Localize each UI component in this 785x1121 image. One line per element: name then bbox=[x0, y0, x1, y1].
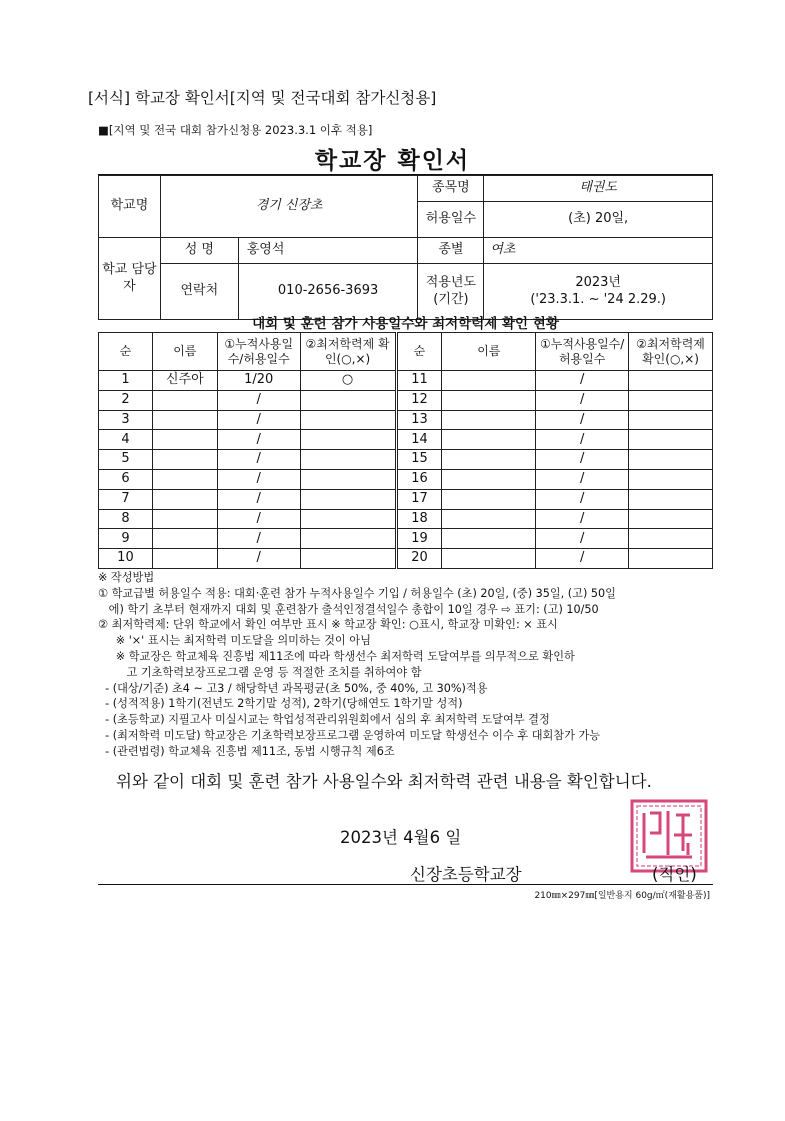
table-row bbox=[99, 469, 713, 489]
year-label: 적용년도 (기간) bbox=[418, 264, 484, 320]
row-check-right bbox=[629, 469, 713, 489]
seal-label: (직인) bbox=[652, 865, 697, 884]
row-name-right bbox=[442, 549, 536, 569]
staff-label: 학교 담당자 bbox=[99, 238, 161, 320]
row-name-right bbox=[442, 509, 536, 529]
row-name bbox=[152, 509, 217, 529]
row-days-right: / bbox=[536, 529, 629, 549]
row-no: 2 bbox=[99, 390, 153, 410]
row-name-right bbox=[442, 410, 536, 430]
row-check-right bbox=[629, 529, 713, 549]
note-line: - (대상/기준) 초4 ~ 고3 / 해당학년 과목평균(초 50%, 중 40%, 고 30%)적용 bbox=[98, 681, 488, 695]
form-label bbox=[88, 86, 436, 108]
note-line: - (최저학력 미도달) 학교장은 기초학력보장프로그램 운영하여 미도달 학생선수 이수 후 대회참가 가능 bbox=[98, 728, 601, 742]
row-name-right bbox=[442, 430, 536, 450]
row-no-right: 18 bbox=[396, 509, 442, 529]
school-value: 경기 신장초 bbox=[160, 176, 418, 238]
row-days: / bbox=[217, 410, 300, 430]
row-check bbox=[300, 509, 396, 529]
row-no: 5 bbox=[99, 450, 153, 470]
sport-label: 종목명 bbox=[418, 176, 484, 202]
row-check bbox=[300, 549, 396, 569]
row-check-right bbox=[629, 509, 713, 529]
note-line: ② 최저학력제: 단위 학교에서 확인 여부만 표시 ※ 학교장 확인: ○표시, 학교장 미확인: × 표시 bbox=[98, 618, 558, 632]
signer: 신장초등학교장 bbox=[410, 865, 522, 884]
row-name bbox=[152, 489, 217, 509]
row-name: 신주아 bbox=[152, 371, 217, 391]
row-no-right: 14 bbox=[396, 430, 442, 450]
row-no: 10 bbox=[99, 549, 153, 569]
row-days: 1/20 bbox=[217, 371, 300, 391]
row-days-right: / bbox=[536, 371, 629, 391]
row-no: 6 bbox=[99, 469, 153, 489]
col-no-right: 순 bbox=[396, 333, 442, 371]
row-no: 3 bbox=[99, 410, 153, 430]
row-check: ○ bbox=[300, 371, 396, 391]
row-days-right: / bbox=[536, 509, 629, 529]
row-check-right bbox=[629, 430, 713, 450]
table-row bbox=[99, 430, 713, 450]
row-name bbox=[152, 410, 217, 430]
row-check bbox=[300, 430, 396, 450]
confirm-text: 위와 같이 대회 및 훈련 참가 사용일수와 최저학력 관련 내용을 확인합니다. bbox=[116, 772, 652, 791]
row-no-right: 20 bbox=[396, 549, 442, 569]
row-check bbox=[300, 410, 396, 430]
table-row bbox=[99, 509, 713, 529]
note-line: - (성적적용) 1학기(전년도 2학기말 성적), 2학기(당해연도 1학기말 성적) bbox=[98, 697, 463, 711]
gender-label: 종별 bbox=[418, 238, 484, 264]
row-no-right: 13 bbox=[396, 410, 442, 430]
note-line: ※ 학교장은 학교체육 진흥법 제11조에 따라 학생선수 최저학력 도달여부를 의무적으로 확인하 bbox=[98, 649, 575, 663]
allowed-value: (초) 20일, bbox=[484, 202, 713, 238]
row-check bbox=[300, 450, 396, 470]
row-days-right: / bbox=[536, 430, 629, 450]
subheader: ■[지역 및 전국 대회 참가신청용 2023.3.1 이후 적용] bbox=[98, 123, 373, 137]
table-row bbox=[99, 410, 713, 430]
row-name-right bbox=[442, 390, 536, 410]
contact-value: 010-2656-3693 bbox=[238, 264, 418, 320]
row-name bbox=[152, 529, 217, 549]
paper-spec: 210㎜×297㎜[일반용지 60g/㎡(재활용품)] bbox=[534, 891, 710, 901]
table-row bbox=[99, 529, 713, 549]
row-name-right bbox=[442, 529, 536, 549]
note-line: ① 학교급별 허용일수 적용: 대회·훈련 참가 누적사용일수 기입 / 허용일수 (초) 20일, (중) 35일, (고) 50일 bbox=[98, 586, 616, 600]
row-no: 7 bbox=[99, 489, 153, 509]
row-no-right: 11 bbox=[396, 371, 442, 391]
form-title: 학교장 확인서[지역 및 전국대회 참가신청용] bbox=[130, 89, 437, 107]
table-row bbox=[99, 390, 713, 410]
divider bbox=[98, 884, 713, 885]
school-label: 학교명 bbox=[99, 176, 161, 238]
row-days-right: / bbox=[536, 390, 629, 410]
row-days-right: / bbox=[536, 410, 629, 430]
status-table bbox=[98, 332, 713, 569]
period-value: ('23.3.1. ~ '24 2.29.) bbox=[530, 291, 666, 307]
note-line: - (초등학교) 지필고사 미실시교는 학업성적관리위원회에서 심의 후 최저학력 도달여부 결정 bbox=[98, 713, 550, 727]
sport-value: 태권도 bbox=[484, 176, 713, 202]
row-check bbox=[300, 489, 396, 509]
table-row bbox=[99, 549, 713, 569]
allowed-label: 허용일수 bbox=[418, 202, 484, 238]
row-no: 8 bbox=[99, 509, 153, 529]
row-check-right bbox=[629, 371, 713, 391]
contact-label: 연락처 bbox=[160, 264, 238, 320]
gender-value: 여초 bbox=[484, 238, 713, 264]
row-days: / bbox=[217, 509, 300, 529]
note-line: 에) 학기 초부터 현재까지 대회 및 훈련참가 출석인정결석일수 총합이 10일 경우 ⇨ 표기: (고) 10/50 bbox=[98, 602, 599, 616]
row-days: / bbox=[217, 430, 300, 450]
notes bbox=[98, 570, 718, 760]
info-table bbox=[98, 175, 713, 320]
row-no: 4 bbox=[99, 430, 153, 450]
col-name: 이름 bbox=[152, 333, 217, 371]
row-name bbox=[152, 469, 217, 489]
note-line: - (관련법령) 학교체육 진흥법 제11조, 동법 시행규칙 제6조 bbox=[98, 744, 395, 758]
row-no-right: 15 bbox=[396, 450, 442, 470]
table-row bbox=[99, 450, 713, 470]
row-no-right: 12 bbox=[396, 390, 442, 410]
row-days: / bbox=[217, 489, 300, 509]
col-days-right: ①누적사용일수/허용일수 bbox=[536, 333, 629, 371]
note-line: ※ 작성방법 bbox=[98, 571, 155, 584]
row-days: / bbox=[217, 390, 300, 410]
row-days-right: / bbox=[536, 469, 629, 489]
note-line: 고 기초학력보장프로그램 운영 등 적절한 조치를 취하여야 함 bbox=[98, 665, 422, 679]
row-name-right bbox=[442, 489, 536, 509]
col-name-right: 이름 bbox=[442, 333, 536, 371]
row-days: / bbox=[217, 450, 300, 470]
form-bracket: [서식] bbox=[88, 89, 131, 107]
col-check: ②최저학력제 확인(○,×) bbox=[300, 333, 396, 371]
page-title: 학교장 확인서 bbox=[314, 148, 471, 174]
row-no-right: 17 bbox=[396, 489, 442, 509]
row-check bbox=[300, 390, 396, 410]
col-days: ①누적사용일수/허용일수 bbox=[217, 333, 300, 371]
row-name bbox=[152, 390, 217, 410]
row-no: 9 bbox=[99, 529, 153, 549]
row-name-right bbox=[442, 371, 536, 391]
status-title: 대회 및 훈련 참가 사용일수와 최저학력제 확인 현황 bbox=[252, 316, 559, 332]
status-body bbox=[99, 371, 713, 569]
year-value: 2023년 bbox=[575, 275, 621, 291]
row-name bbox=[152, 450, 217, 470]
row-check-right bbox=[629, 549, 713, 569]
name-value: 홍영석 bbox=[238, 238, 418, 264]
row-name-right bbox=[442, 450, 536, 470]
table-row bbox=[99, 489, 713, 509]
name-label: 성 명 bbox=[160, 238, 238, 264]
row-check bbox=[300, 469, 396, 489]
row-days: / bbox=[217, 549, 300, 569]
row-days: / bbox=[217, 529, 300, 549]
row-name bbox=[152, 549, 217, 569]
row-check-right bbox=[629, 390, 713, 410]
row-check-right bbox=[629, 450, 713, 470]
row-no-right: 16 bbox=[396, 469, 442, 489]
issue-date: 2023년 4월6 일 bbox=[340, 828, 462, 847]
row-name-right bbox=[442, 469, 536, 489]
row-days-right: / bbox=[536, 549, 629, 569]
note-line: ※ '×' 표시는 최저학력 미도달을 의미하는 것이 아님 bbox=[98, 634, 371, 648]
row-no-right: 19 bbox=[396, 529, 442, 549]
row-check bbox=[300, 529, 396, 549]
row-check-right bbox=[629, 410, 713, 430]
row-days-right: / bbox=[536, 489, 629, 509]
table-row bbox=[99, 371, 713, 391]
row-name bbox=[152, 430, 217, 450]
col-no: 순 bbox=[99, 333, 153, 371]
row-days: / bbox=[217, 469, 300, 489]
row-check-right bbox=[629, 489, 713, 509]
row-no: 1 bbox=[99, 371, 153, 391]
col-check-right: ②최저학력제 확인(○,×) bbox=[629, 333, 713, 371]
row-days-right: / bbox=[536, 450, 629, 470]
